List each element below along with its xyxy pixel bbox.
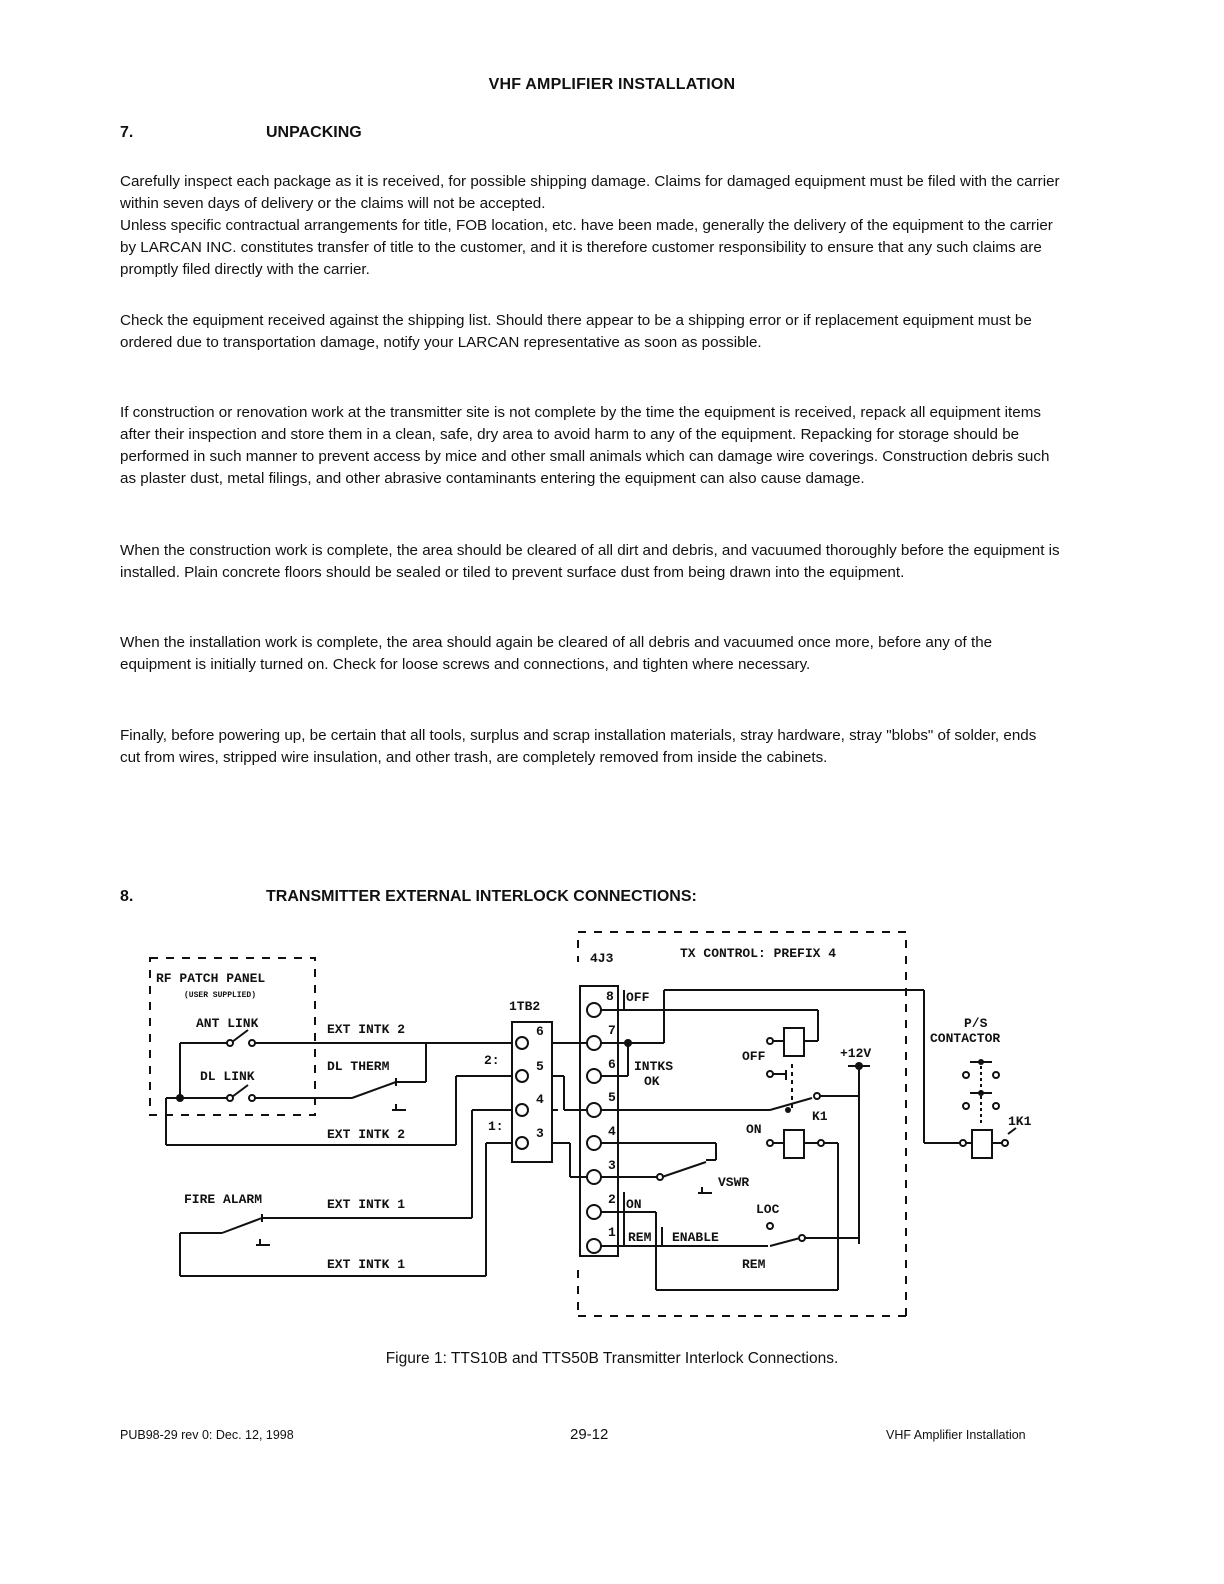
tb2-terminal [516,1037,528,1049]
tb2-label: 1TB2 [509,999,541,1014]
tb2-terminal [516,1104,528,1116]
j3-pin-label: 6 [608,1057,616,1072]
off-label: OFF [626,990,650,1005]
contactor-dot [978,1059,984,1065]
contactor-coil-contact [960,1140,966,1146]
j3-pin-label: 8 [606,989,614,1004]
j3-terminal [587,1036,601,1050]
j3-pin-label: 1 [608,1225,616,1240]
vswr-label: VSWR [718,1175,750,1190]
fire-alarm-label: FIRE ALARM [184,1192,263,1207]
ok-label: OK [644,1074,660,1089]
loc-label: LOC [756,1202,780,1217]
j3-terminal [587,1170,601,1184]
dl-therm-label: DL THERM [327,1059,390,1074]
footer-left: PUB98-29 rev 0: Dec. 12, 1998 [120,1428,294,1442]
j3-pin-label: 5 [608,1090,616,1105]
footer-page-number: 29-12 [570,1426,609,1443]
tb2-pin-label: 6 [536,1024,544,1039]
contactor-contact [963,1103,969,1109]
j3-terminal [587,1136,601,1150]
paragraph: Unless specific contractual arrangements for title, FOB location, etc. have been made, generally the delivery of the equipment to the carrier by LARCAN INC. constitutes transfer of title to the customer, and it is therefore customer responsibility to ensure that any such claims are promptly filed directly with the carrier. [120,217,1053,278]
rem-pin-label: REM [628,1230,652,1245]
j3-pin-label: 2 [608,1192,616,1207]
dl-link-label: DL LINK [200,1069,255,1084]
ant-link-switch-arm [232,1030,248,1042]
paragraph-text: Finally, before powering up, be certain that all tools, surplus and scrap installation materials, stray hardware, stray "blobs" of solder, ends cut from wires, stripped wire insulation, and other trash, are completely removed from inside the cabinets. [120,727,1037,766]
j3-terminal [587,1205,601,1219]
paragraph: Carefully inspect each package as it is received, for possible shipping damage. Claims for damaged equipment must be filed with the carrier within seven days of delivery or the claims will not be accepted. [120,173,1060,212]
contactor-contact [963,1072,969,1078]
tb2-pin-label: 3 [536,1126,544,1141]
paragraph-text: Check the equipment received against the shipping list. Should there appear to be a shipping error or if replacement equipment must be ordered due to transportation damage, notify your LARCAN representative as soon as possible. [120,312,1032,351]
ext-intk-1-label-top: EXT INTK 1 [327,1197,406,1212]
j3-pin-label: 4 [608,1124,616,1139]
off-relay-contact [767,1038,773,1044]
off-pb-contact [767,1071,773,1077]
tb2-terminal [516,1070,528,1082]
k1-contact [814,1093,820,1099]
k1-dot [785,1107,791,1113]
plus12v-label: +12V [840,1046,872,1061]
tb2-terminal [516,1137,528,1149]
contactor-coil-contact [1002,1140,1008,1146]
j3-label: 4J3 [590,951,614,966]
fire-alarm-switch-arm [222,1218,262,1233]
on-relay-label: ON [746,1122,762,1137]
k1-label: K1 [812,1109,828,1124]
contactor-contact [993,1103,999,1109]
j3-terminal [587,1239,601,1253]
dl-link-contact [249,1095,255,1101]
ant-link-label: ANT LINK [196,1016,259,1031]
rem-switch-label: REM [742,1257,766,1272]
vswr-switch-arm [662,1162,706,1177]
page-title: VHF AMPLIFIER INSTALLATION [488,76,736,93]
off-relay-coil [784,1028,804,1056]
tx-control-label: TX CONTROL: PREFIX 4 [680,946,837,961]
figure-caption: Figure 1: TTS10B and TTS50B Transmitter Interlock Connections. [385,1350,839,1367]
tb2-pin-label: 5 [536,1059,544,1074]
on-relay-contact [767,1140,773,1146]
loc-contact [767,1223,773,1229]
dl-therm-switch-arm [352,1082,396,1098]
section-8-title: TRANSMITTER EXTERNAL INTERLOCK CONNECTIONS: [266,888,697,905]
paragraph-text: When the installation work is complete, the area should again be cleared of all debris and vacuumed once more, before any of the equipment is initially turned on. Check for loose screws and connections, and tighten where necessary. [120,634,993,673]
loc-rem-contact [799,1235,805,1241]
j3-pin-label: 3 [608,1158,616,1173]
ext-intk-2-label-bottom: EXT INTK 2 [327,1127,406,1142]
k1-coil [784,1130,804,1158]
user-supplied-label: (USER SUPPLIED) [184,991,257,1000]
paragraph-text: If construction or renovation work at the transmitter site is not complete by the time the equipment is received, repack all equipment items after their inspection and store them in a clean, safe, dry area to avoid harm to any of the equipment. Repacking for storage should be performed in such manner to prevent access by mice and other small animals which can damage wire coverings. Construction debris such as plaster dust, metal filings, and other abrasive contaminants entering the equipment can also cause damage. [120,404,1050,487]
enable-label: ENABLE [672,1230,719,1245]
j3-terminal [587,1069,601,1083]
loc-rem-switch-arm [770,1238,800,1246]
footer-right: VHF Amplifier Installation [886,1428,1026,1442]
contactor-1k1-label: 1K1 [1008,1114,1032,1129]
tb2-group-label: 2: [484,1053,500,1068]
j3-terminal [587,1003,601,1017]
contactor-coil [972,1130,992,1158]
section-7-title: UNPACKING [266,124,362,141]
ext-intk-1-label-bottom: EXT INTK 1 [327,1257,406,1272]
j3-terminal [587,1103,601,1117]
rf-patch-panel-label: RF PATCH PANEL [156,971,266,986]
dl-link-switch-arm [232,1085,248,1097]
contactor-contact [993,1072,999,1078]
on-relay-contact [818,1140,824,1146]
section-7-number: 7. [120,124,134,141]
ext-intk-2-label-top: EXT INTK 2 [327,1022,406,1037]
section-8-number: 8. [120,888,134,905]
paragraph-text: When the construction work is complete, the area should be cleared of all dirt and debris, and vacuumed thoroughly before the equipment is installed. Plain concrete floors should be sealed or tiled to prevent surface dust from being drawn into the equipment. [120,542,1060,581]
tb2-pin-label: 4 [536,1092,544,1107]
on-pin-label: ON [626,1197,642,1212]
tb2-group-label: 1: [488,1119,504,1134]
ant-link-contact [249,1040,255,1046]
ps-label: P/S [964,1016,988,1031]
contactor-label: CONTACTOR [930,1031,1001,1046]
j3-pin-label: 7 [608,1023,616,1038]
intks-label: INTKS [634,1059,674,1074]
off-relay-label: OFF [742,1049,766,1064]
